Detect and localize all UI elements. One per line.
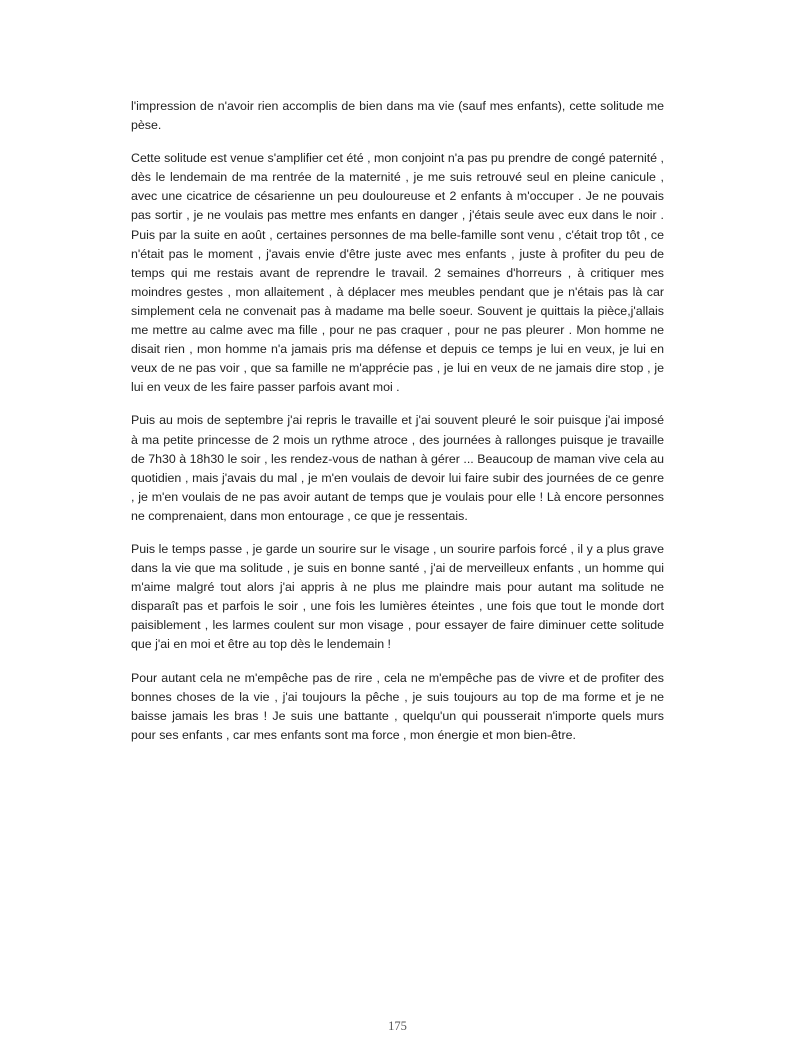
paragraph-4: Puis le temps passe , je garde un sourire sur le visage , un sourire parfois forcé , il y a plus grave dans la vie que ma solitude , je suis en bonne santé , j'ai de merveilleux enfants , un homme qui m'aime malgré tout alors j'ai appris à ne plus me plaindre mais pour autant ma solitude ne disparaît pas et parfois le soir , une fois les lumières éteintes , une fois que tout le monde dort paisiblement , les larmes coulent sur mon visage , pour essayer de faire diminuer cette solitude que j'ai en moi et être au top dès le lendemain ! (131, 541, 664, 652)
paragraph-5: Pour autant cela ne m'empêche pas de rire , cela ne m'empêche pas de vivre et de profiter des bonnes choses de la vie , j'ai toujours la pêche , je suis toujours au top de ma forme et je ne baisse jamais les bras ! Je suis une battante , quelqu'un qui pousserait n'importe quels murs pour ses enfants , car mes enfants sont ma force , mon énergie et mon bien-être. (131, 670, 664, 742)
body-text (131, 97, 664, 759)
paragraph-1: l'impression de n'avoir rien accomplis de bien dans ma vie (sauf mes enfants), cette solitude me pèse. (131, 99, 664, 133)
paragraph-3: Puis au mois de septembre j'ai repris le travaille et j'ai souvent pleuré le soir puisque j'ai imposé à ma petite princesse de 2 mois un rythme atroce , des journées à rallonges puisque je travaille de 7h30 à 18h30 le soir , les rendez-vous de nathan à gérer ... Beaucoup de maman vive cela au quotidien , mais j'avais du mal , je m'en voulais de devoir lui faire subir des journées de ce genre , je m'en voulais de ne pas avoir autant de temps que je voulais pour elle ! Là encore personnes ne comprenaient, dans mon entourage , ce que je ressentais. (131, 413, 664, 523)
page-number: 175 (388, 1019, 407, 1033)
paragraph-2: Cette solitude est venue s'amplifier cet été , mon conjoint n'a pas pu prendre de congé paternité , dès le lendemain de ma rentrée de la maternité , je me suis retrouvé seul en pleine canicule , avec une cicatrice de césarienne un peu douloureuse et 2 enfants à m'occuper . Je ne pouvais pas sortir , je ne voulais pas mettre mes enfants en danger , j'étais seule avec eux dans le noir . Puis par la suite en août , certaines personnes de ma belle-famille sont venu , c'était trop tôt , ce n'était pas le moment , j'avais envie d'être juste avec mes enfants , juste à profiter du peu de temps qui me restais avant de reprendre le travail. 2 semaines d'horreurs , à critiquer mes moindres gestes , mon allaitement , à déplacer mes meubles pendant que je n'étais pas là car simplement cela ne convenait pas à madame ma belle soeur. Souvent je quittais la pièce,j'allais me mettre au calme avec ma fille , pour ne pas craquer , pour ne pas pleurer . Mon homme ne disait rien , mon homme n'a jamais pris ma défense et depuis ce temps je lui en veux, je lui en veux de ne pas voir , que sa famille ne m'apprécie pas , je lui en veux de ne jamais dire stop , je lui en veux de les faire passer parfois avant moi . (131, 151, 664, 395)
